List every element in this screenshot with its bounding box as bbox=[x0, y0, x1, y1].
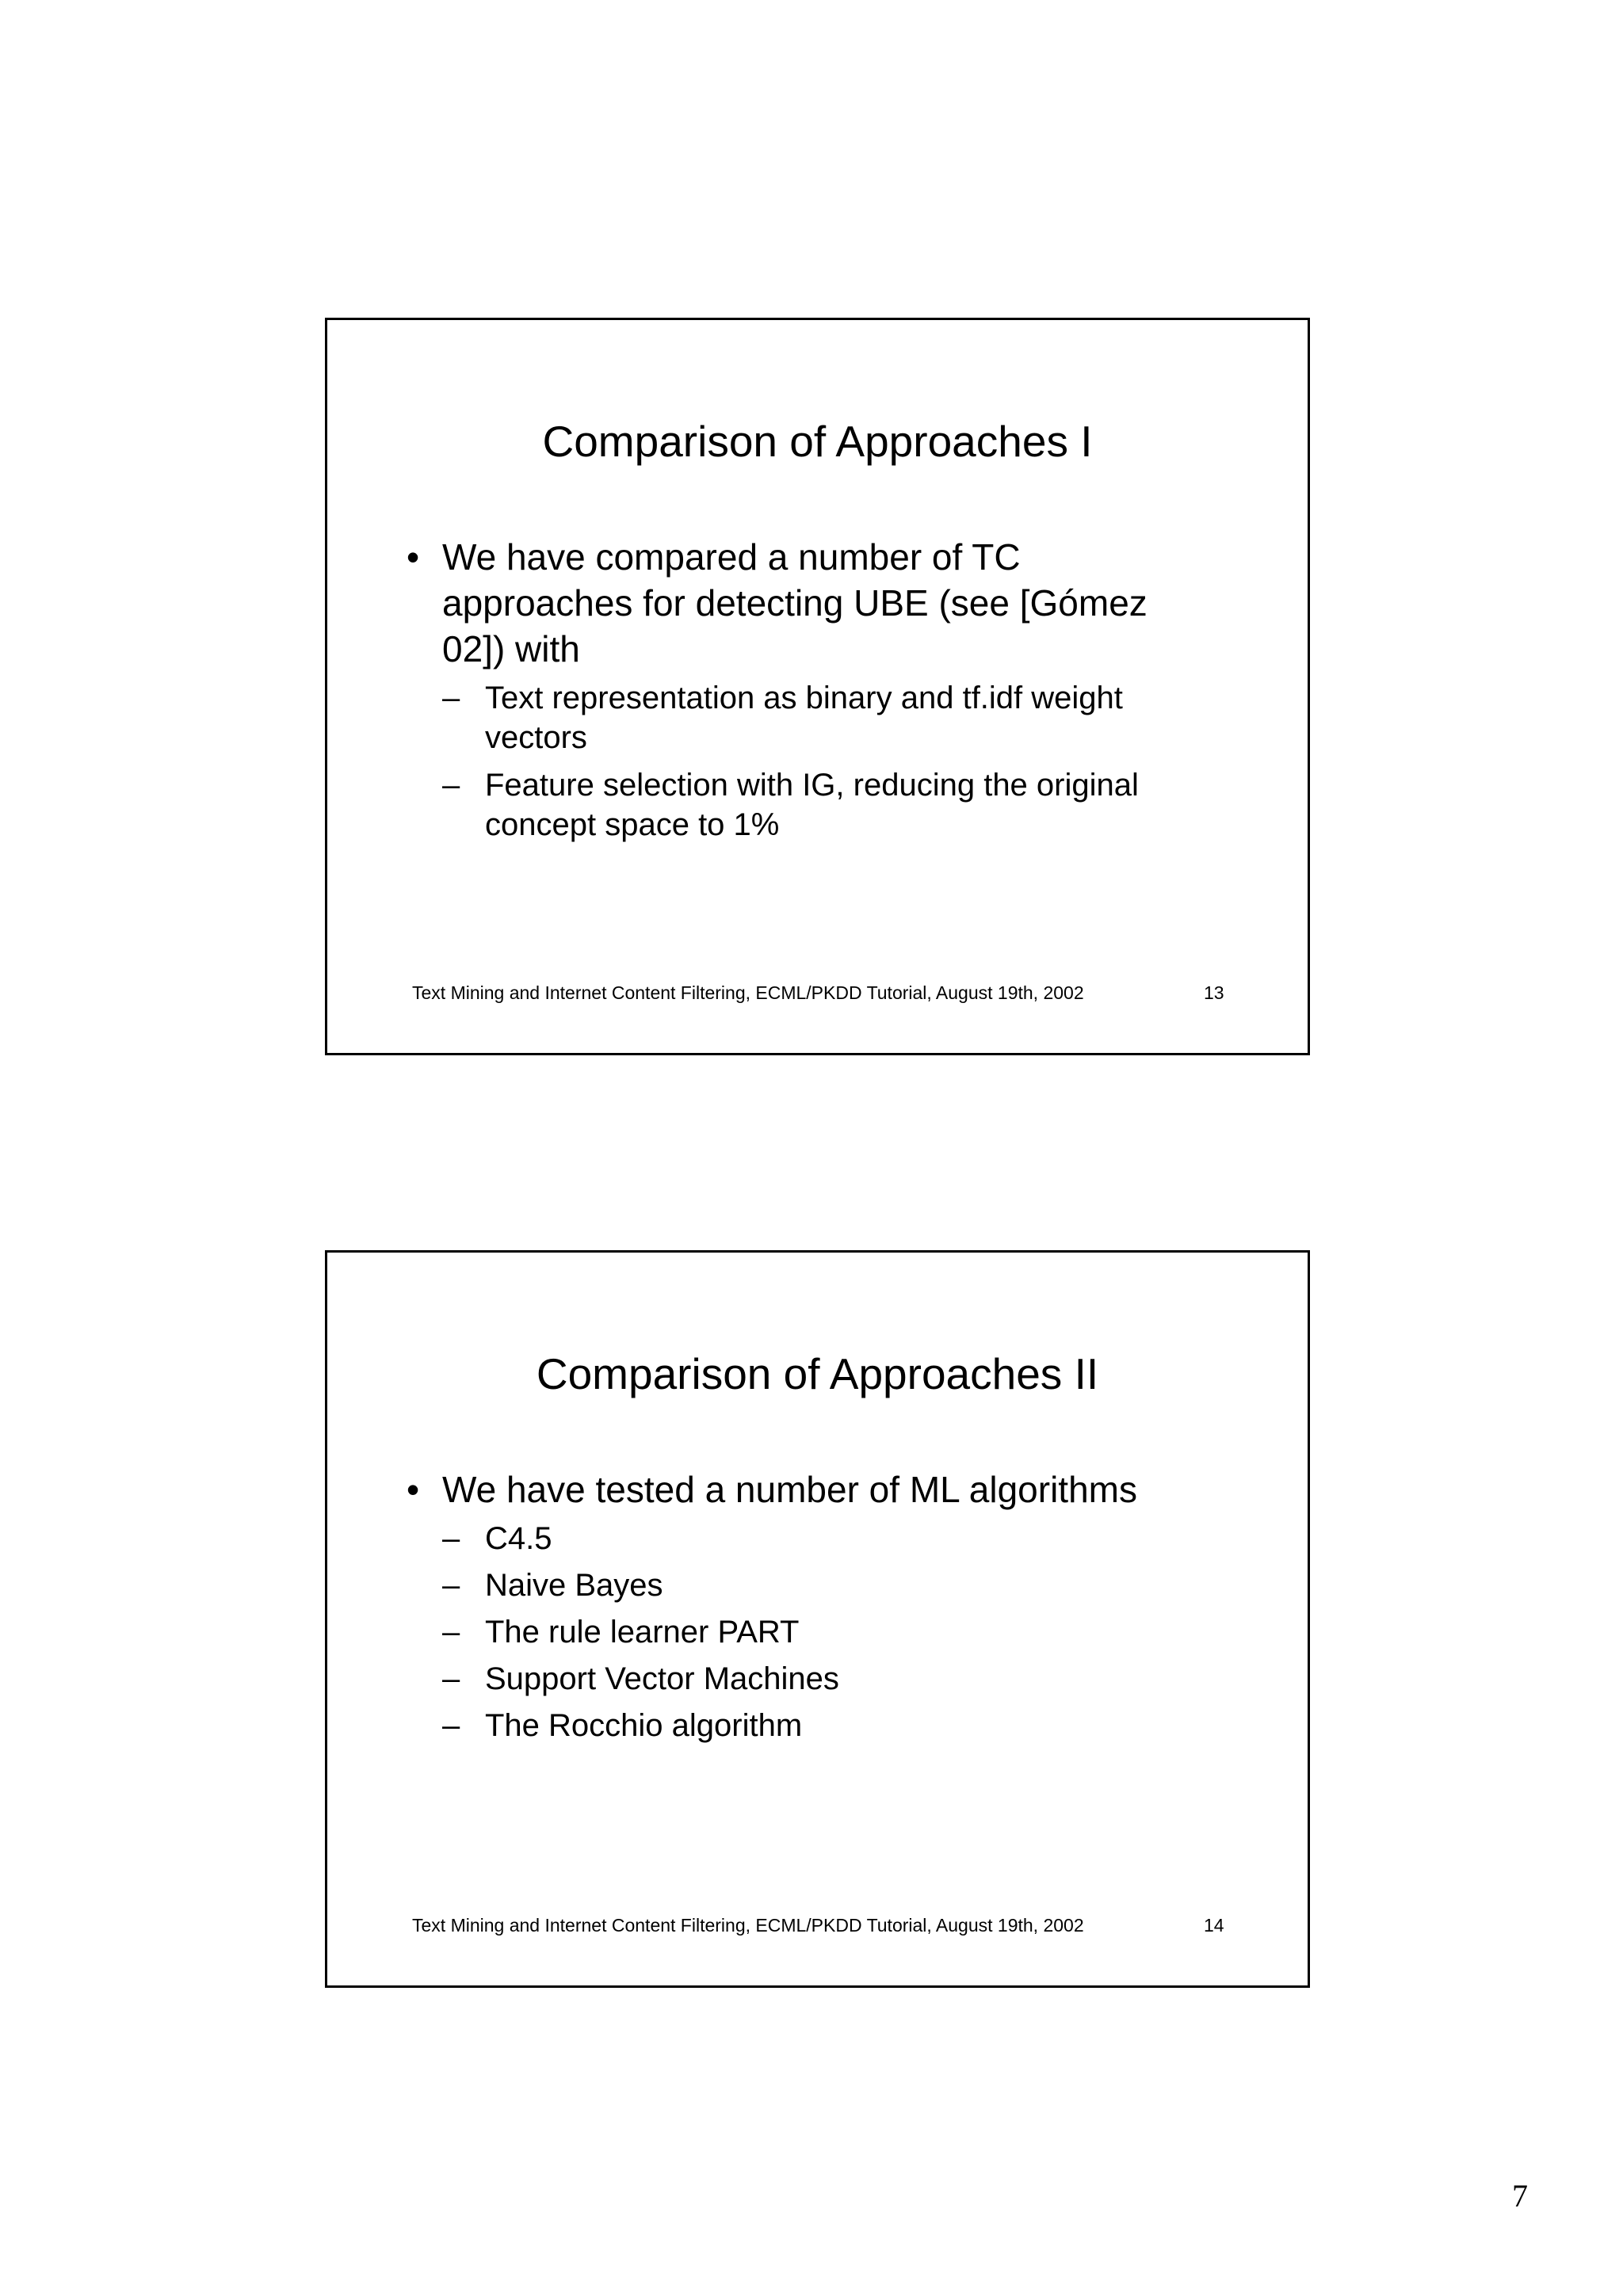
slide-number: 14 bbox=[1204, 1915, 1224, 1936]
bullet-text: We have compared a number of TC approaches for detecting UBE (see [Gómez 02]) with bbox=[442, 536, 1148, 669]
slide-title: Comparison of Approaches I bbox=[542, 417, 1093, 466]
bullet-item bbox=[407, 1466, 1197, 1512]
slide-14 bbox=[325, 1250, 1310, 1988]
bullet-text: We have tested a number of ML algorithms bbox=[442, 1469, 1137, 1510]
dash-icon: – bbox=[442, 1661, 460, 1696]
dash-icon: – bbox=[442, 768, 460, 803]
sub-item-text: C4.5 bbox=[485, 1521, 552, 1556]
sub-item bbox=[407, 1659, 1197, 1699]
sub-list bbox=[407, 678, 1197, 845]
bullet-icon: • bbox=[407, 536, 420, 578]
sub-item-text: Naive Bayes bbox=[485, 1568, 663, 1603]
sub-list bbox=[407, 1519, 1197, 1745]
sub-item bbox=[407, 1566, 1197, 1605]
sub-item bbox=[407, 1706, 1197, 1745]
sub-item bbox=[407, 1612, 1197, 1652]
slide-footer: Text Mining and Internet Content Filtering, ECML/PKDD Tutorial, August 19th, 2002 bbox=[412, 1915, 1084, 1936]
sub-item-text: The Rocchio algorithm bbox=[485, 1708, 803, 1743]
sub-item-text: The rule learner PART bbox=[485, 1615, 800, 1650]
slide-title: Comparison of Approaches II bbox=[536, 1349, 1099, 1398]
bullet-list bbox=[407, 534, 1197, 852]
sub-item-text: Support Vector Machines bbox=[485, 1661, 839, 1696]
sub-item bbox=[407, 1519, 1197, 1558]
dash-icon: – bbox=[442, 1568, 460, 1603]
dash-icon: – bbox=[442, 1615, 460, 1650]
bullet-list bbox=[407, 1466, 1197, 1753]
page-number: 7 bbox=[1512, 2178, 1528, 2214]
sub-item-text: Text representation as binary and tf.idf weight vectors bbox=[485, 681, 1123, 755]
sub-item bbox=[407, 678, 1197, 757]
bullet-icon: • bbox=[407, 1469, 420, 1510]
dash-icon: – bbox=[442, 681, 460, 715]
slide-13 bbox=[325, 318, 1310, 1055]
sub-item bbox=[407, 765, 1197, 845]
sub-item-text: Feature selection with IG, reducing the original concept space to 1% bbox=[485, 768, 1139, 842]
dash-icon: – bbox=[442, 1708, 460, 1743]
dash-icon: – bbox=[442, 1521, 460, 1556]
bullet-item bbox=[407, 534, 1197, 672]
slide-number: 13 bbox=[1204, 982, 1224, 1003]
slide-footer: Text Mining and Internet Content Filtering, ECML/PKDD Tutorial, August 19th, 2002 bbox=[412, 982, 1084, 1003]
